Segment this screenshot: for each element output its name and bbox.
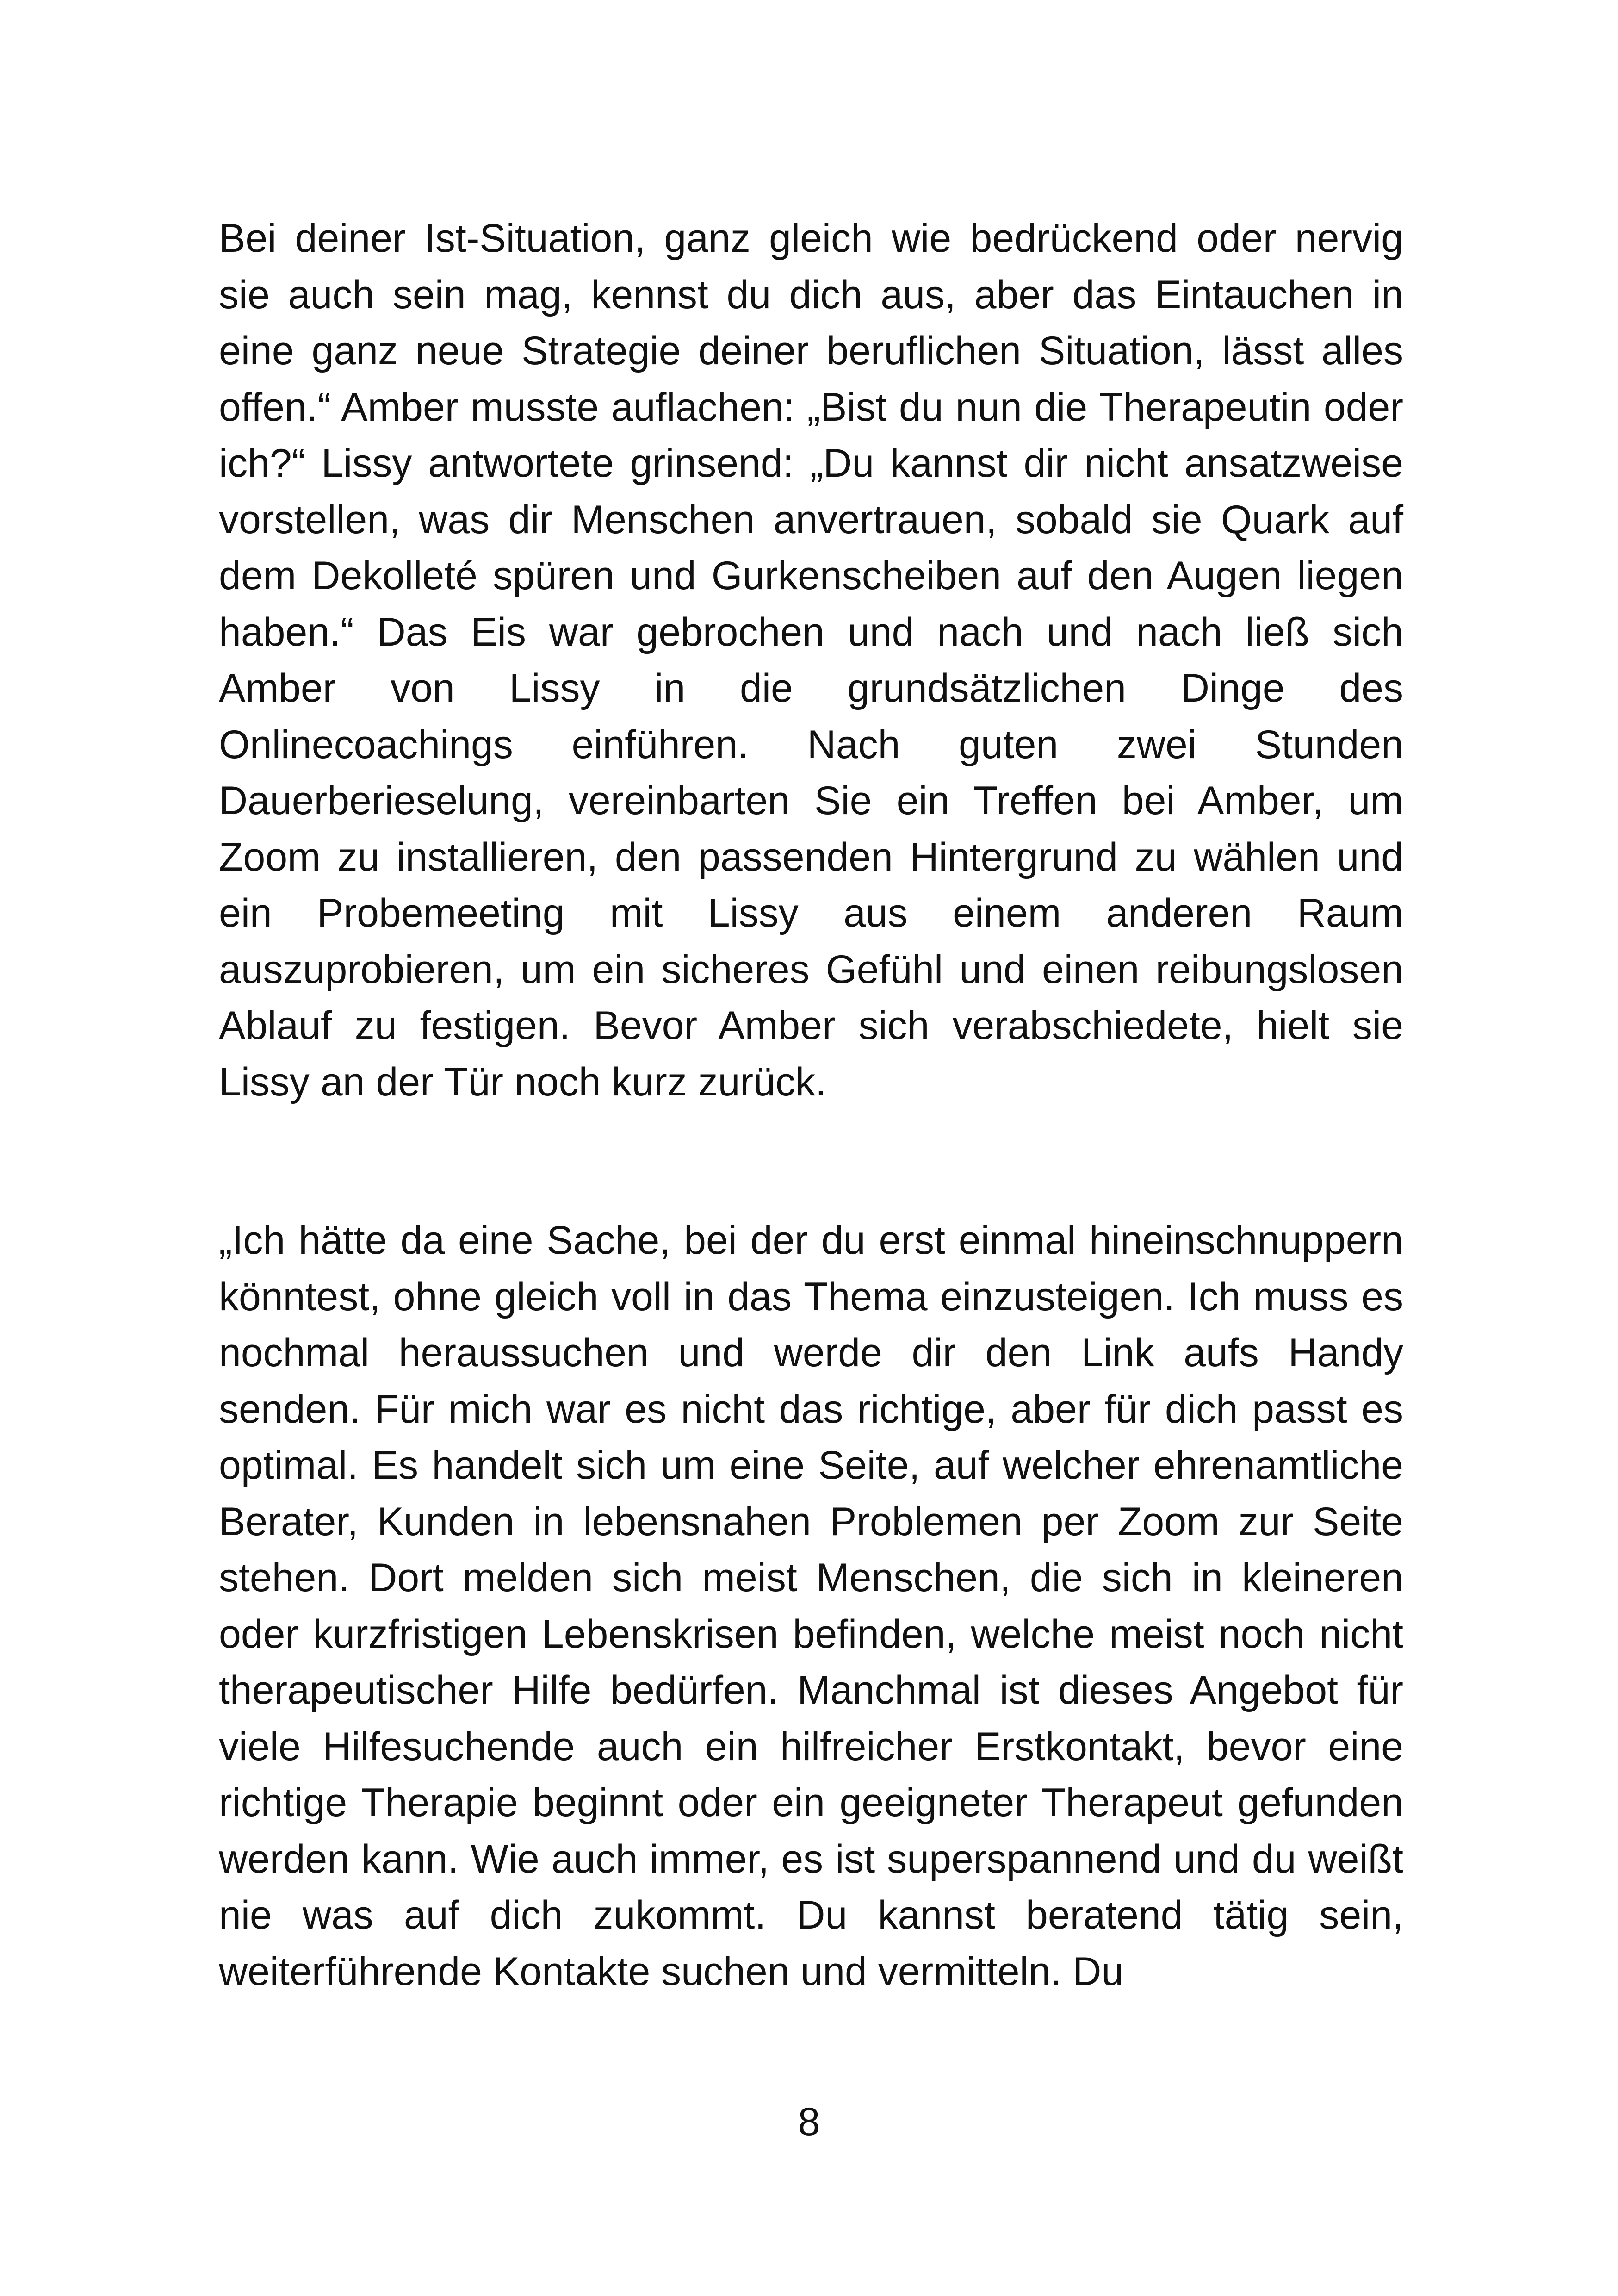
body-paragraph-2: „Ich hätte da eine Sache, bei der du erst einmal hineinschnuppern könntest, ohne gleich voll in das Thema einzusteigen. Ich muss es nochmal heraussuchen und werde dir den Link aufs Handy senden. Für mich war es nicht das richtige, aber für dich passt es optimal. Es handelt sich um eine Seite, auf welcher ehrenamtliche Berater, Kunden in lebensnahen Problemen per Zoom zur Seite stehen. Dort melden sich meist Menschen, die sich in kleineren oder kurzfristigen Lebenskrisen befinden, welche meist noch nicht therapeutischer Hilfe bedürfen. Manchmal ist dieses Angebot für viele Hilfesuchende auch ein hilfreicher Erstkontakt, bevor eine richtige Therapie beginnt oder ein geeigneter Therapeut gefunden werden kann. Wie auch immer, es ist superspannend und du weißt nie was auf dich zukommt. Du kannst beratend tätig sein, weiterführende Kontakte suchen und vermitteln. Du	[219, 1218, 1403, 1994]
page-number: 8	[798, 2100, 820, 2144]
body-paragraph-1: Bei deiner Ist-Situation, ganz gleich wie bedrückend oder nervig sie auch sein mag, kennst du dich aus, aber das Eintauchen in eine ganz neue Strategie deiner beruflichen Situation, lässt alles offen.“ Amber musste auflachen: „Bist du nun die Therapeutin oder ich?“ Lissy antwortete grinsend: „Du kannst dir nicht ansatzweise vorstellen, was dir Menschen anvertrauen, sobald sie Quark auf dem Dekolleté spüren und Gurkenscheiben auf den Augen liegen haben.“ Das Eis war gebrochen und nach und nach ließ sich Amber von Lissy in die grundsätzlichen Dinge des Onlinecoachings einführen. Nach guten zwei Stunden Dauerberieselung, vereinbarten Sie ein Treffen bei Amber, um Zoom zu installieren, den passenden Hintergrund zu wählen und ein Probemeeting mit Lissy aus einem anderen Raum auszuprobieren, um ein sicheres Gefühl und einen reibungslosen Ablauf zu festigen. Bevor Amber sich verabschiedete, hielt sie Lissy an der Tür noch kurz zurück.	[219, 216, 1403, 1104]
